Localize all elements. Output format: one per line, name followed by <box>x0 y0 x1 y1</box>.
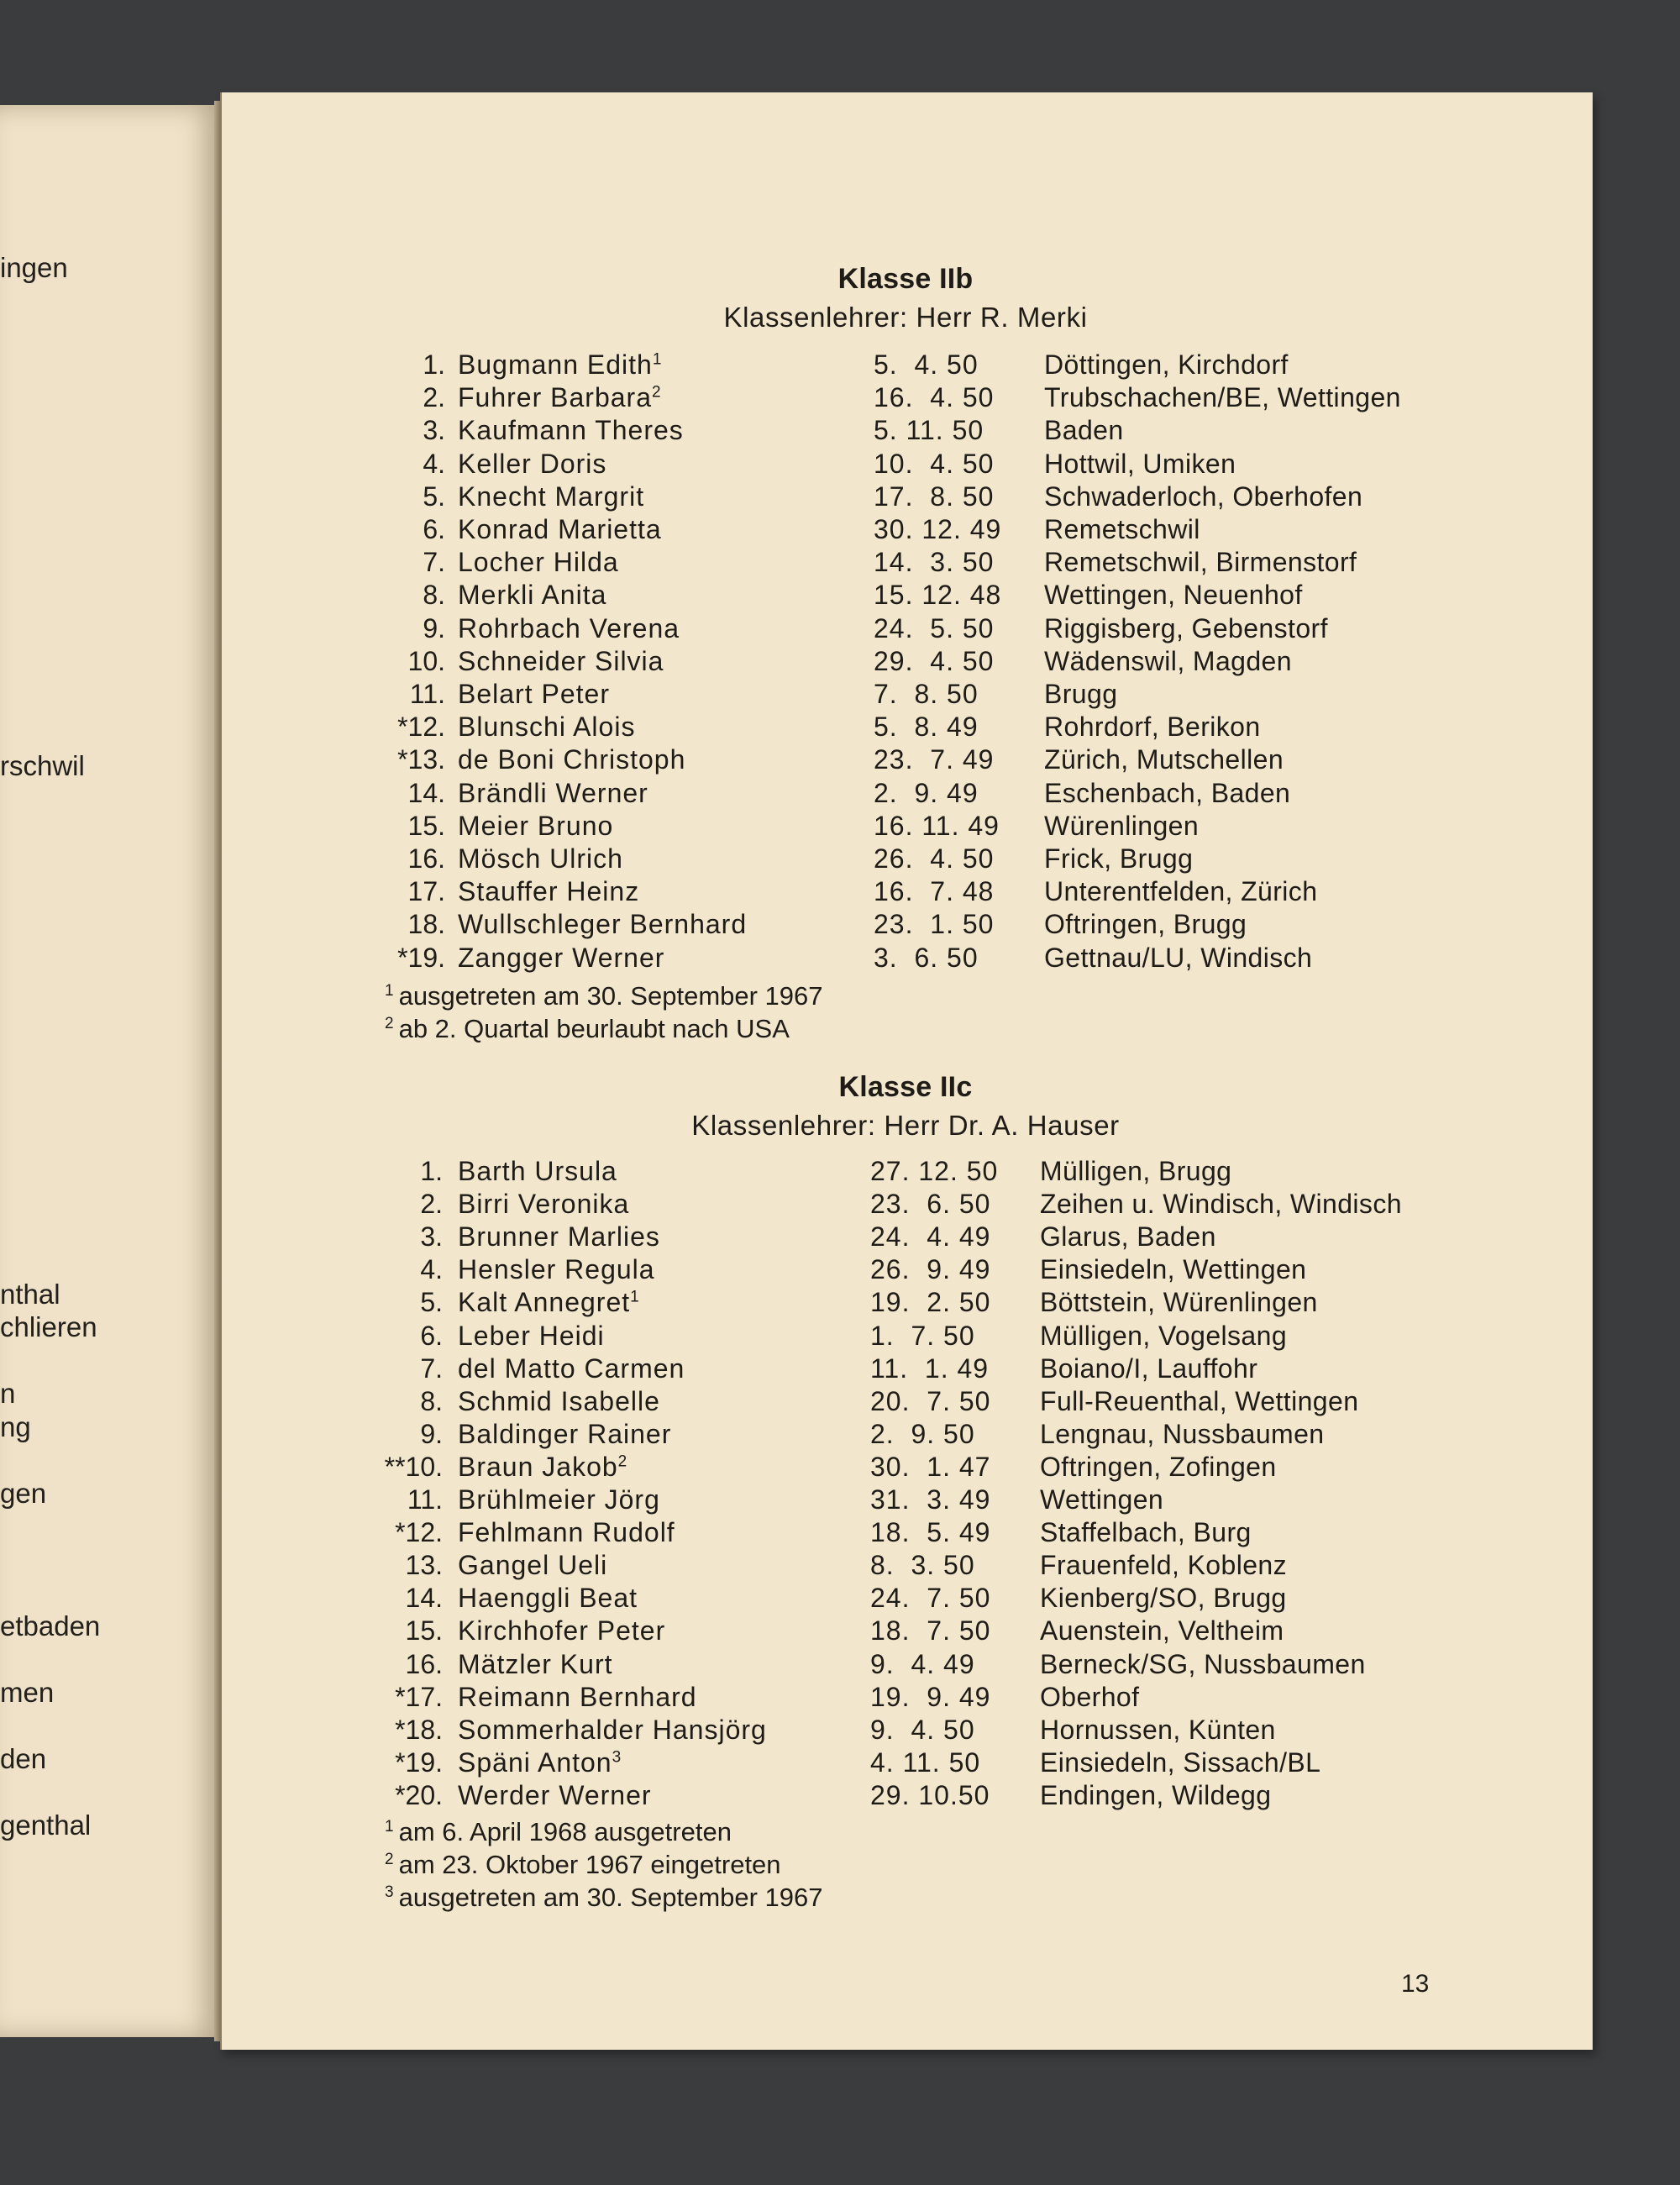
student-name: Braun Jakob <box>458 1451 618 1482</box>
home-places: Frick, Brugg <box>1044 843 1194 874</box>
student-name: Keller Doris <box>458 448 607 479</box>
student-name: Mösch Ulrich <box>458 843 623 874</box>
student-name: Sommerhalder Hansjörg <box>458 1714 767 1745</box>
student-number: 7. <box>423 547 445 578</box>
home-places: Zürich, Mutschellen <box>1044 744 1284 775</box>
student-name-cell <box>458 1649 612 1680</box>
home-places: Berneck/SG, Nussbaumen <box>1040 1648 1366 1679</box>
student-name: del Matto Carmen <box>458 1352 685 1384</box>
student-row <box>0 349 1680 382</box>
student-name-cell <box>458 1156 617 1187</box>
student-name-cell <box>458 481 644 512</box>
student-row <box>0 382 1680 415</box>
student-number: **10. <box>384 1451 443 1482</box>
home-places: Hottwil, Umiken <box>1044 448 1236 479</box>
birth-date: 15. 12. 48 <box>874 580 1002 611</box>
home-places: Baden <box>1044 415 1124 446</box>
student-row <box>0 1715 1680 1747</box>
student-number: *13. <box>397 744 445 775</box>
footnote-text: ausgetreten am 30. September 1967 <box>398 1883 823 1912</box>
home-places: Staffelbach, Burg <box>1040 1517 1252 1548</box>
birth-date: 5. 8. 49 <box>874 712 979 743</box>
home-places: Würenlingen <box>1044 810 1200 841</box>
student-name-cell <box>458 943 664 974</box>
class-b-title: Klasse IIb <box>837 263 974 295</box>
home-places: Eschenbach, Baden <box>1044 777 1291 808</box>
margin-fragment: rschwil <box>0 750 85 781</box>
student-number: 2. <box>420 1189 443 1220</box>
student-name: Blunschi Alois <box>458 712 636 743</box>
student-row <box>0 1221 1680 1254</box>
home-places: Wädenswil, Magden <box>1044 645 1292 676</box>
birth-date: 24. 4. 49 <box>870 1221 991 1253</box>
student-row <box>0 1780 1680 1813</box>
birth-date: 30. 1. 47 <box>870 1451 991 1482</box>
margin-fragment: men <box>0 1677 55 1708</box>
home-places: Hornussen, Künten <box>1040 1714 1276 1745</box>
student-name: Kalt Annegret <box>458 1287 631 1318</box>
student-row <box>0 1452 1680 1484</box>
student-row <box>0 1583 1680 1615</box>
birth-date: 3. 6. 50 <box>874 942 979 973</box>
student-name-cell <box>458 613 680 644</box>
home-places: Zeihen u. Windisch, Windisch <box>1040 1189 1402 1220</box>
student-name-cell <box>458 547 619 578</box>
student-name: Brühlmeier Jörg <box>458 1484 660 1515</box>
footnote-mark: 2 <box>385 1850 394 1868</box>
footnote-mark: 2 <box>385 1014 394 1032</box>
home-places: Lengnau, Nussbaumen <box>1040 1418 1325 1449</box>
student-name: Fuhrer Barbara <box>458 382 652 413</box>
student-number: 14. <box>405 1583 443 1614</box>
student-number: 10. <box>407 645 445 676</box>
home-places: Mülligen, Brugg <box>1040 1156 1232 1186</box>
student-number: *18. <box>395 1714 443 1745</box>
footnote-text: am 6. April 1968 ausgetreten <box>398 1817 732 1846</box>
student-name-cell <box>458 712 635 743</box>
home-places: Oberhof <box>1040 1681 1140 1712</box>
student-row <box>0 943 1680 975</box>
home-places: Remetschwil <box>1044 514 1200 544</box>
birth-date: 2. 9. 50 <box>870 1418 975 1449</box>
student-number: 4. <box>423 448 445 479</box>
student-row <box>0 778 1680 811</box>
student-name-cell <box>458 1780 652 1811</box>
student-name-cell <box>458 1287 640 1318</box>
student-name: Späni Anton <box>458 1746 612 1778</box>
student-name: Zangger Werner <box>458 942 665 973</box>
student-row <box>0 909 1680 942</box>
home-places: Unterentfelden, Zürich <box>1044 876 1318 907</box>
student-name: Konrad Marietta <box>458 514 662 544</box>
margin-fragment: n <box>0 1378 16 1409</box>
birth-date: 30. 12. 49 <box>874 514 1002 544</box>
margin-fragment: nthal <box>0 1279 60 1310</box>
class-c-title: Klasse IIc <box>838 1071 973 1103</box>
page-number: 13 <box>1401 1970 1430 1998</box>
student-name-cell <box>458 1615 665 1647</box>
student-name-cell <box>458 646 664 677</box>
margin-fragment: gen <box>0 1478 47 1509</box>
student-name: Brändli Werner <box>458 777 648 808</box>
student-number: 5. <box>423 481 445 512</box>
student-row <box>0 613 1680 646</box>
home-places: Wettingen, Neuenhof <box>1044 580 1303 611</box>
home-places: Riggisberg, Gebenstorf <box>1044 612 1328 643</box>
student-name-cell <box>458 514 662 545</box>
student-row <box>0 1189 1680 1221</box>
home-places: Brugg <box>1044 679 1118 709</box>
student-number: 16. <box>407 843 445 874</box>
birth-date: 1. 7. 50 <box>870 1320 975 1351</box>
student-name: Fehlmann Rudolf <box>458 1517 675 1548</box>
student-row <box>0 1353 1680 1386</box>
student-name: de Boni Christoph <box>458 744 686 775</box>
birth-date: 10. 4. 50 <box>874 448 995 479</box>
student-number: 6. <box>423 514 445 544</box>
student-name-cell <box>458 415 684 446</box>
student-row <box>0 1649 1680 1682</box>
student-row <box>0 1419 1680 1452</box>
student-number: 1. <box>423 349 445 380</box>
student-number: 13. <box>405 1550 443 1581</box>
student-number: 4. <box>420 1254 443 1285</box>
home-places: Einsiedeln, Wettingen <box>1040 1254 1307 1285</box>
footnote-text: ab 2. Quartal beurlaubt nach USA <box>398 1014 790 1043</box>
home-places: Remetschwil, Birmenstorf <box>1044 547 1357 578</box>
student-number: 3. <box>423 415 445 446</box>
student-number: 8. <box>420 1385 443 1416</box>
student-row <box>0 1484 1680 1517</box>
student-number: 11. <box>409 679 445 709</box>
student-row <box>0 744 1680 777</box>
student-number: 15. <box>405 1615 443 1647</box>
student-row <box>0 679 1680 712</box>
footnote <box>385 1817 732 1847</box>
class-b-teacher: Klassenlehrer: Herr R. Merki <box>723 302 1088 333</box>
student-number: *19. <box>397 942 445 973</box>
margin-fragment: genthal <box>0 1809 92 1841</box>
student-row <box>0 1156 1680 1189</box>
student-name-cell <box>458 1747 622 1778</box>
home-places: Kienberg/SO, Brugg <box>1040 1583 1287 1614</box>
student-name-cell <box>458 1715 767 1746</box>
footnote <box>385 1014 790 1044</box>
home-places: Schwaderloch, Oberhofen <box>1044 481 1363 512</box>
student-name-cell <box>458 382 662 413</box>
birth-date: 31. 3. 49 <box>870 1484 991 1515</box>
home-places: Auenstein, Veltheim <box>1040 1615 1284 1647</box>
student-number: 17. <box>407 876 445 907</box>
footnote-mark: 1 <box>385 1817 394 1836</box>
student-number: *19. <box>395 1746 443 1778</box>
birth-date: 29. 4. 50 <box>874 645 995 676</box>
student-row <box>0 514 1680 547</box>
student-name: Schneider Silvia <box>458 645 664 676</box>
student-name-cell <box>458 1386 660 1417</box>
margin-fragment: ng <box>0 1411 31 1442</box>
student-number: 6. <box>420 1320 443 1351</box>
birth-date: 26. 4. 50 <box>874 843 995 874</box>
birth-date: 24. 5. 50 <box>874 612 995 643</box>
footnote-marker: 1 <box>652 350 663 369</box>
student-name-cell <box>458 679 610 710</box>
student-row <box>0 646 1680 679</box>
student-name: Wullschleger Bernhard <box>458 909 748 940</box>
student-row <box>0 1747 1680 1780</box>
home-places: Mülligen, Vogelsang <box>1040 1320 1288 1351</box>
student-number: 9. <box>420 1418 443 1449</box>
student-row <box>0 811 1680 843</box>
home-places: Glarus, Baden <box>1040 1221 1216 1253</box>
birth-date: 16. 11. 49 <box>874 810 1000 841</box>
student-name-cell <box>458 811 613 842</box>
student-name-cell <box>458 1353 685 1384</box>
class-c-teacher: Klassenlehrer: Herr Dr. A. Hauser <box>691 1110 1120 1141</box>
birth-date: 5. 11. 50 <box>874 415 984 446</box>
home-places: Boiano/I, Lauffohr <box>1040 1352 1258 1384</box>
footnote-marker: 2 <box>651 383 662 402</box>
student-number: 14. <box>407 777 445 808</box>
student-number: 2. <box>423 382 445 413</box>
footnote <box>385 1850 781 1880</box>
student-name-cell <box>458 580 606 611</box>
birth-date: 29. 10.50 <box>870 1779 990 1810</box>
student-name-cell <box>458 349 662 381</box>
home-places: Döttingen, Kirchdorf <box>1044 349 1289 380</box>
student-row <box>0 1682 1680 1715</box>
student-name: Reimann Bernhard <box>458 1681 697 1712</box>
margin-fragment: ingen <box>0 252 68 283</box>
student-name: Knecht Margrit <box>458 481 645 512</box>
footnote-marker: 1 <box>630 1288 640 1306</box>
margin-fragment: den <box>0 1743 47 1774</box>
home-places: Gettnau/LU, Windisch <box>1044 942 1313 973</box>
birth-date: 5. 4. 50 <box>874 349 979 380</box>
student-number: 16. <box>405 1648 443 1679</box>
birth-date: 23. 7. 49 <box>874 744 995 775</box>
student-name-cell <box>458 1254 655 1285</box>
birth-date: 2. 9. 49 <box>874 777 979 808</box>
student-row <box>0 1287 1680 1320</box>
margin-fragment: chlieren <box>0 1311 97 1342</box>
home-places: Einsiedeln, Sissach/BL <box>1040 1746 1321 1778</box>
student-row <box>0 1254 1680 1287</box>
footnote-mark: 1 <box>385 981 394 1000</box>
student-row <box>0 876 1680 909</box>
student-row <box>0 1517 1680 1550</box>
student-number: 18. <box>407 909 445 940</box>
student-name: Locher Hilda <box>458 547 619 578</box>
student-name: Gangel Ueli <box>458 1550 608 1581</box>
birth-date: 23. 6. 50 <box>870 1189 991 1220</box>
birth-date: 17. 8. 50 <box>874 481 995 512</box>
birth-date: 11. 1. 49 <box>870 1352 990 1384</box>
student-row <box>0 580 1680 612</box>
home-places: Wettingen <box>1040 1484 1164 1515</box>
home-places: Endingen, Wildegg <box>1040 1779 1272 1810</box>
student-name-cell <box>458 1682 697 1713</box>
student-name: Birri Veronika <box>458 1189 630 1220</box>
birth-date: 9. 4. 49 <box>870 1648 975 1679</box>
home-places: Full-Reuenthal, Wettingen <box>1040 1385 1359 1416</box>
footnote <box>385 981 823 1011</box>
birth-date: 16. 7. 48 <box>874 876 995 907</box>
student-name: Belart Peter <box>458 679 610 709</box>
student-number: *20. <box>395 1779 443 1810</box>
student-number: 9. <box>423 612 445 643</box>
student-row <box>0 1615 1680 1648</box>
student-row <box>0 481 1680 514</box>
home-places: Frauenfeld, Koblenz <box>1040 1550 1288 1581</box>
student-row <box>0 415 1680 448</box>
home-places: Trubschachen/BE, Wettingen <box>1044 382 1401 413</box>
student-name-cell <box>458 1452 627 1483</box>
birth-date: 19. 2. 50 <box>870 1287 991 1318</box>
student-name: Meier Bruno <box>458 810 614 841</box>
birth-date: 8. 3. 50 <box>870 1550 975 1581</box>
student-name: Kirchhofer Peter <box>458 1615 666 1647</box>
student-name-cell <box>458 843 623 875</box>
student-name: Kaufmann Theres <box>458 415 684 446</box>
birth-date: 16. 4. 50 <box>874 382 995 413</box>
student-number: 7. <box>420 1352 443 1384</box>
student-name: Bugmann Edith <box>458 349 653 380</box>
footnote <box>385 1883 823 1913</box>
birth-date: 9. 4. 50 <box>870 1714 975 1745</box>
student-number: 3. <box>420 1221 443 1253</box>
birth-date: 27. 12. 50 <box>870 1156 999 1186</box>
footnote-marker: 2 <box>617 1452 628 1471</box>
birth-date: 24. 7. 50 <box>870 1583 991 1614</box>
student-name: Hensler Regula <box>458 1254 655 1285</box>
student-name: Stauffer Heinz <box>458 876 640 907</box>
student-number: 5. <box>420 1287 443 1318</box>
student-name-cell <box>458 1221 660 1253</box>
student-name-cell <box>458 1321 605 1352</box>
student-number: 11. <box>407 1484 443 1515</box>
student-row <box>0 1386 1680 1419</box>
student-name: Schmid Isabelle <box>458 1385 660 1416</box>
footnote-marker: 3 <box>612 1748 622 1767</box>
birth-date: 20. 7. 50 <box>870 1385 991 1416</box>
student-name-cell <box>458 1484 660 1515</box>
student-name-cell <box>458 1583 638 1614</box>
birth-date: 7. 8. 50 <box>874 679 979 709</box>
student-row <box>0 1321 1680 1353</box>
student-number: 8. <box>423 580 445 611</box>
student-row <box>0 712 1680 744</box>
student-name-cell <box>458 1550 607 1581</box>
home-places: Rohrdorf, Berikon <box>1044 712 1261 743</box>
footnote-text: ausgetreten am 30. September 1967 <box>398 981 823 1011</box>
student-number: *12. <box>397 712 445 743</box>
student-name: Haenggli Beat <box>458 1583 638 1614</box>
student-row <box>0 449 1680 481</box>
student-name-cell <box>458 876 639 907</box>
student-row <box>0 1550 1680 1583</box>
student-name: Barth Ursula <box>458 1156 617 1186</box>
student-number: *17. <box>395 1681 443 1712</box>
student-name: Rohrbach Verena <box>458 612 680 643</box>
birth-date: 26. 9. 49 <box>870 1254 991 1285</box>
student-name-cell <box>458 909 747 940</box>
student-row <box>0 547 1680 580</box>
margin-fragment: etbaden <box>0 1610 101 1641</box>
birth-date: 4. 11. 50 <box>870 1746 981 1778</box>
student-name: Leber Heidi <box>458 1320 605 1351</box>
student-name-cell <box>458 744 685 775</box>
birth-date: 18. 7. 50 <box>870 1615 991 1647</box>
student-name: Werder Werner <box>458 1779 652 1810</box>
student-name-cell <box>458 778 648 809</box>
student-name-cell <box>458 1189 629 1220</box>
student-name-cell <box>458 1517 675 1548</box>
birth-date: 19. 9. 49 <box>870 1681 991 1712</box>
student-number: 15. <box>407 810 445 841</box>
home-places: Böttstein, Würenlingen <box>1040 1287 1318 1318</box>
student-number: 1. <box>420 1156 443 1186</box>
footnote-text: am 23. Oktober 1967 eingetreten <box>398 1850 781 1879</box>
student-name: Baldinger Rainer <box>458 1418 672 1449</box>
student-row <box>0 843 1680 876</box>
student-number: *12. <box>395 1517 443 1548</box>
student-name-cell <box>458 449 606 480</box>
student-name: Merkli Anita <box>458 580 607 611</box>
birth-date: 18. 5. 49 <box>870 1517 991 1548</box>
birth-date: 23. 1. 50 <box>874 909 995 940</box>
student-name: Brunner Marlies <box>458 1221 660 1253</box>
home-places: Oftringen, Brugg <box>1044 909 1247 940</box>
footnote-mark: 3 <box>385 1883 394 1901</box>
birth-date: 14. 3. 50 <box>874 547 995 578</box>
student-name-cell <box>458 1419 671 1450</box>
student-name: Mätzler Kurt <box>458 1648 613 1679</box>
home-places: Oftringen, Zofingen <box>1040 1451 1277 1482</box>
